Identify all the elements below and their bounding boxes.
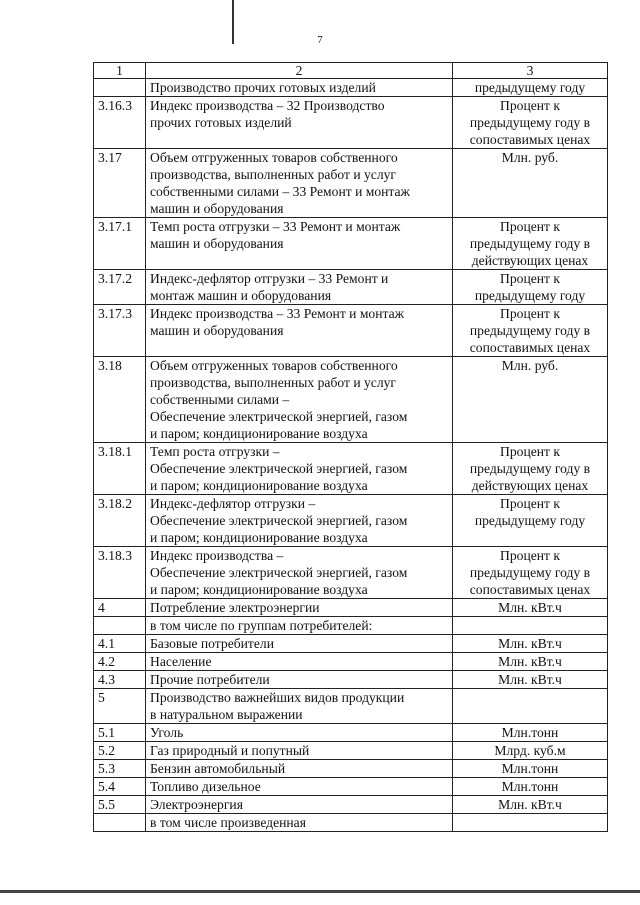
- unit-cell: [453, 724, 608, 742]
- table-row: [94, 79, 608, 97]
- table-row: [94, 796, 608, 814]
- table-row: [94, 814, 608, 832]
- unit-line: Процент к: [500, 444, 560, 459]
- unit-line: действующих ценах: [471, 253, 589, 268]
- unit-line: [457, 617, 603, 634]
- indicator-name-line: Объем отгруженных товаров собственного: [150, 150, 398, 165]
- table-row: [94, 270, 608, 305]
- indicator-name-line: производства, выполненных работ и услуг: [150, 167, 396, 182]
- unit-cell: [453, 547, 608, 599]
- unit-line: предыдущему году в: [469, 323, 591, 338]
- indicator-name-line: Обеспечение электрической энергией, газом: [150, 565, 408, 580]
- unit-line: предыдущему году: [474, 288, 586, 303]
- indicator-name-cell: [146, 653, 453, 671]
- row-number-cell: 4.1: [94, 635, 146, 653]
- row-number-cell: 3.17.1: [94, 218, 146, 270]
- indicator-name-line: Прочие потребители: [150, 672, 270, 687]
- indicator-name-cell: [146, 760, 453, 778]
- indicator-name-line: Потребление электроэнергии: [150, 600, 320, 615]
- indicator-name-line: Темп роста отгрузки – 33 Ремонт и монтаж: [150, 219, 401, 234]
- indicator-name-line: Объем отгруженных товаров собственного: [150, 358, 398, 373]
- table-row: [94, 443, 608, 495]
- row-number-cell: 3.17.3: [94, 305, 146, 357]
- unit-line: Процент к: [500, 306, 560, 321]
- row-number-cell: 4.3: [94, 671, 146, 689]
- unit-line: Млн. кВт.ч: [498, 654, 562, 669]
- unit-cell: [453, 742, 608, 760]
- header-cell-3: 3: [453, 63, 608, 79]
- table-row: [94, 547, 608, 599]
- indicator-name-line: Темп роста отгрузки –: [150, 444, 280, 459]
- unit-cell: [453, 149, 608, 218]
- unit-line: Процент к: [500, 98, 560, 113]
- unit-line: Млн. кВт.ч: [498, 797, 562, 812]
- unit-cell: [453, 357, 608, 443]
- unit-line: [457, 814, 603, 831]
- indicator-name-cell: [146, 599, 453, 617]
- page-number: 7: [317, 34, 323, 46]
- unit-line: предыдущему году: [474, 513, 586, 528]
- unit-line: предыдущему году: [474, 80, 586, 95]
- row-number-cell: 5.1: [94, 724, 146, 742]
- unit-line: Млн.тонн: [501, 725, 559, 740]
- unit-line: Млн. руб.: [501, 358, 559, 373]
- header-cell-1: 1: [94, 63, 146, 79]
- row-number-cell: 5.2: [94, 742, 146, 760]
- unit-line: предыдущему году в: [469, 236, 591, 251]
- indicator-name-line: прочих готовых изделий: [150, 115, 292, 130]
- indicator-name-line: Обеспечение электрической энергией, газом: [150, 513, 408, 528]
- unit-cell: [453, 671, 608, 689]
- row-number-cell: [94, 617, 146, 635]
- indicator-name-line: машин и оборудования: [150, 236, 284, 251]
- indicator-name-line: монтаж машин и оборудования: [150, 288, 332, 303]
- indicator-name-cell: [146, 443, 453, 495]
- indicator-name-line: в том числе произведенная: [150, 815, 306, 830]
- row-number-cell: 5.5: [94, 796, 146, 814]
- unit-cell: [453, 778, 608, 796]
- indicators-table: [93, 62, 608, 832]
- table-body: [94, 63, 608, 832]
- unit-line: действующих ценах: [471, 478, 589, 493]
- indicator-name-line: Индекс производства –: [150, 548, 284, 563]
- row-number-cell: 3.18.1: [94, 443, 146, 495]
- table-row: [94, 357, 608, 443]
- unit-line: Млрд. куб.м: [494, 743, 566, 758]
- indicator-name-line: и паром; кондиционирование воздуха: [150, 582, 368, 597]
- indicator-name-line: Газ природный и попутный: [150, 743, 310, 758]
- unit-line: Млн.тонн: [501, 761, 559, 776]
- indicator-name-line: и паром; кондиционирование воздуха: [150, 478, 368, 493]
- unit-cell: [453, 305, 608, 357]
- indicator-name-cell: [146, 778, 453, 796]
- indicator-name-line: машин и оборудования: [150, 201, 284, 216]
- indicator-name-cell: [146, 617, 453, 635]
- indicator-name-line: производства, выполненных работ и услуг: [150, 375, 396, 390]
- indicator-name-line: Индекс-дефлятор отгрузки – 33 Ремонт и: [150, 271, 389, 286]
- table-row: [94, 724, 608, 742]
- table-row: [94, 218, 608, 270]
- table-row: [94, 760, 608, 778]
- unit-cell: [453, 443, 608, 495]
- indicator-name-line: Производство прочих готовых изделий: [150, 80, 376, 95]
- unit-cell: [453, 760, 608, 778]
- indicator-name-cell: [146, 742, 453, 760]
- row-number-cell: 4: [94, 599, 146, 617]
- row-number-cell: 3.17: [94, 149, 146, 218]
- row-number-cell: 3.18: [94, 357, 146, 443]
- indicator-name-cell: [146, 357, 453, 443]
- indicator-name-cell: [146, 796, 453, 814]
- indicator-name-line: собственными силами –: [150, 392, 290, 407]
- indicator-name-cell: [146, 218, 453, 270]
- indicator-name-cell: [146, 814, 453, 832]
- indicator-name-line: Уголь: [150, 725, 184, 740]
- table-row: [94, 97, 608, 149]
- row-number-cell: 3.16.3: [94, 97, 146, 149]
- table-row: [94, 599, 608, 617]
- unit-cell: [453, 79, 608, 97]
- row-number-cell: 5.4: [94, 778, 146, 796]
- row-number-cell: 3.17.2: [94, 270, 146, 305]
- row-number-cell: 4.2: [94, 653, 146, 671]
- indicator-name-cell: [146, 97, 453, 149]
- unit-line: сопоставимых ценах: [469, 340, 591, 355]
- indicator-name-cell: [146, 149, 453, 218]
- row-number-cell: [94, 79, 146, 97]
- header-cell-2: 2: [146, 63, 453, 79]
- unit-cell: [453, 218, 608, 270]
- indicator-name-line: машин и оборудования: [150, 323, 284, 338]
- unit-line: Млн.тонн: [501, 779, 559, 794]
- indicator-name-line: в натуральном выражении: [150, 707, 303, 722]
- table-header-row: [94, 63, 608, 79]
- unit-cell: [453, 635, 608, 653]
- unit-line: Процент к: [500, 548, 560, 563]
- indicator-name-line: Электроэнергия: [150, 797, 243, 812]
- indicator-name-cell: [146, 635, 453, 653]
- indicator-name-line: Обеспечение электрической энергией, газом: [150, 461, 408, 476]
- indicator-name-line: Производство важнейших видов продукции: [150, 690, 405, 705]
- unit-cell: [453, 653, 608, 671]
- unit-cell: [453, 689, 608, 724]
- indicator-name-cell: [146, 724, 453, 742]
- unit-cell: [453, 97, 608, 149]
- unit-line: Процент к: [500, 219, 560, 234]
- indicator-name-line: собственными силами – 33 Ремонт и монтаж: [150, 184, 410, 199]
- unit-line: Млн. кВт.ч: [498, 600, 562, 615]
- row-number-cell: 3.18.3: [94, 547, 146, 599]
- indicator-name-cell: [146, 547, 453, 599]
- indicator-name-line: в том числе по группам потребителей:: [150, 618, 373, 633]
- scan-edge-line: [0, 890, 640, 893]
- table-row: [94, 305, 608, 357]
- unit-cell: [453, 270, 608, 305]
- unit-cell: [453, 599, 608, 617]
- row-number-cell: [94, 814, 146, 832]
- table-row: [94, 742, 608, 760]
- unit-line: Млн. кВт.ч: [498, 672, 562, 687]
- table-row: [94, 778, 608, 796]
- unit-line: предыдущему году в: [469, 115, 591, 130]
- indicator-name-line: Топливо дизельное: [150, 779, 261, 794]
- row-number-cell: 5.3: [94, 760, 146, 778]
- unit-cell: [453, 617, 608, 635]
- indicator-name-line: Индекс-дефлятор отгрузки –: [150, 496, 316, 511]
- row-number-cell: 5: [94, 689, 146, 724]
- table-row: [94, 495, 608, 547]
- indicator-name-line: Население: [150, 654, 212, 669]
- indicator-name-cell: [146, 79, 453, 97]
- unit-line: [457, 689, 603, 706]
- indicator-name-cell: [146, 495, 453, 547]
- table-row: [94, 653, 608, 671]
- indicator-name-cell: [146, 671, 453, 689]
- unit-line: предыдущему году в: [469, 461, 591, 476]
- table-row: [94, 149, 608, 218]
- unit-line: Процент к: [500, 496, 560, 511]
- indicator-name-line: Бензин автомобильный: [150, 761, 286, 776]
- indicator-name-cell: [146, 270, 453, 305]
- indicator-name-line: Индекс производства – 32 Производство: [150, 98, 385, 113]
- unit-line: Млн. руб.: [501, 150, 559, 165]
- unit-line: сопоставимых ценах: [469, 132, 591, 147]
- indicator-name-cell: [146, 305, 453, 357]
- unit-line: Млн. кВт.ч: [498, 636, 562, 651]
- unit-cell: [453, 796, 608, 814]
- unit-line: Процент к: [500, 271, 560, 286]
- row-number-cell: 3.18.2: [94, 495, 146, 547]
- indicator-name-line: Базовые потребители: [150, 636, 274, 651]
- indicator-name-line: Обеспечение электрической энергией, газом: [150, 409, 408, 424]
- indicator-name-line: и паром; кондиционирование воздуха: [150, 426, 368, 441]
- table-row: [94, 689, 608, 724]
- table-row: [94, 635, 608, 653]
- table-row: [94, 617, 608, 635]
- unit-cell: [453, 814, 608, 832]
- unit-cell: [453, 495, 608, 547]
- indicator-name-line: Индекс производства – 33 Ремонт и монтаж: [150, 306, 405, 321]
- unit-line: сопоставимых ценах: [469, 582, 591, 597]
- table-row: [94, 671, 608, 689]
- indicator-name-cell: [146, 689, 453, 724]
- indicator-name-line: и паром; кондиционирование воздуха: [150, 530, 368, 545]
- unit-line: предыдущему году в: [469, 565, 591, 580]
